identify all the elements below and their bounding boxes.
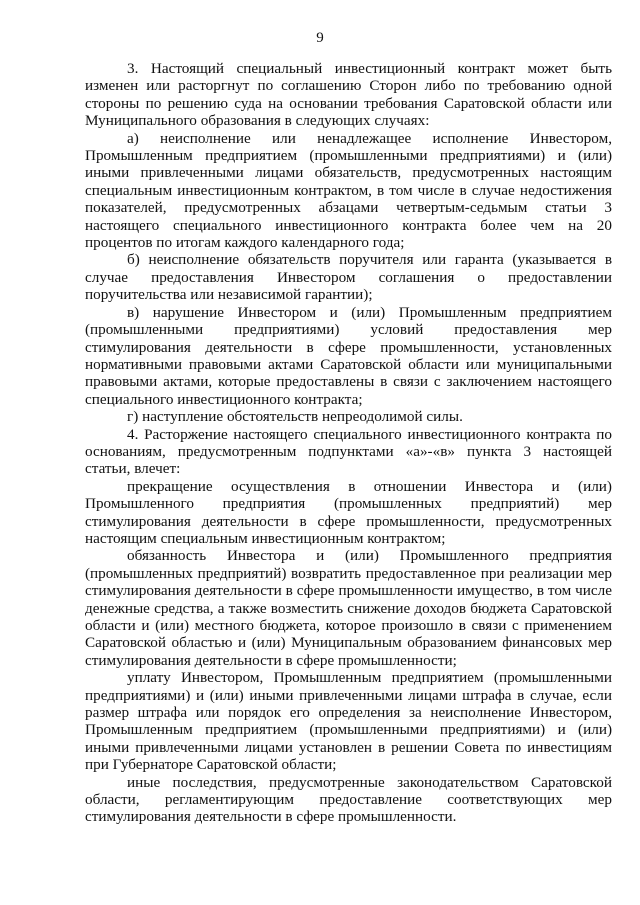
paragraph-clause-3a: а) неисполнение или ненадлежащее исполнение Инвестором, Промышленным предприятием (промышленными предприятиями) и (или) иными привлеченными лицами обязательств, предусмотренных настоящим специальным инвестиционным контрактом, в том числе в случае недостижения показателей, предусмотренных абзацами четвертым-седьмым статьи 3 настоящего специального инвестиционного контракта более чем на 20 процентов по итогам каждого календарного года; — [85, 129, 612, 252]
paragraph-clause-3v: в) нарушение Инвестором и (или) Промышленным предприятием (промышленными предприятиями) условий предоставления мер стимулирования деятельности в сфере промышленности, установленных нормативными правовыми актами Саратовской области или муниципальными правовыми актами, которые предоставлены в связи с заключением настоящего специального инвестиционного контракта; — [85, 303, 612, 408]
page-number: 9 — [316, 30, 324, 46]
paragraph-consequence-return: обязанность Инвестора и (или) Промышленного предприятия (промышленных предприятий) возвратить предоставленное при реализации мер стимулирования деятельности в сфере промышленности имущество, в том числе денежные средства, а также возместить снижение доходов бюджета Саратовской области и (или) местного бюджета, которое произошло в связи с применением Саратовской областью и (или) Муниципальным образованием финансовых мер стимулирования деятельности в сфере промышленности; — [85, 547, 612, 669]
paragraph-consequence-other: иные последствия, предусмотренные законодательством Саратовской области, регламентирующим предоставление соответствующих мер стимулирования деятельности в сфере промышленности. — [85, 773, 612, 826]
paragraph-clause-3b: б) неисполнение обязательств поручителя или гаранта (указывается в случае предоставления Инвестором соглашения о предоставлении поручительства или независимой гарантии); — [85, 251, 612, 304]
paragraph-clause-4: 4. Расторжение настоящего специального инвестиционного контракта по основаниям, предусмотренным подпунктами «а»-«в» пункта 3 настоящей статьи, влечет: — [85, 425, 612, 478]
paragraph-consequence-fine: уплату Инвестором, Промышленным предприятием (промышленными предприятиями) и (или) иными привлеченными лицами штрафа в случае, если размер штрафа или порядок его определения за неисполнение Инвестором, Промышленным предприятием (промышленными предприятиями) и (или) иными привлеченными лицами установлен в решении Совета по инвестициям при Губернаторе Саратовской области; — [85, 669, 612, 774]
document-body — [85, 60, 612, 826]
paragraph-clause-3: 3. Настоящий специальный инвестиционный контракт может быть изменен или расторгнут по соглашению Сторон либо по требованию одной стороны по решению суда на основании требования Саратовской области или Муниципального образования в следующих случаях: — [85, 60, 612, 130]
paragraph-consequence-termination: прекращение осуществления в отношении Инвестора и (или) Промышленного предприятия (промышленных предприятий) мер стимулирования деятельности в сфере промышленности, предусмотренных настоящим специальным инвестиционным контрактом; — [85, 477, 612, 547]
paragraph-clause-3g: г) наступление обстоятельств непреодолимой силы. — [127, 408, 463, 426]
